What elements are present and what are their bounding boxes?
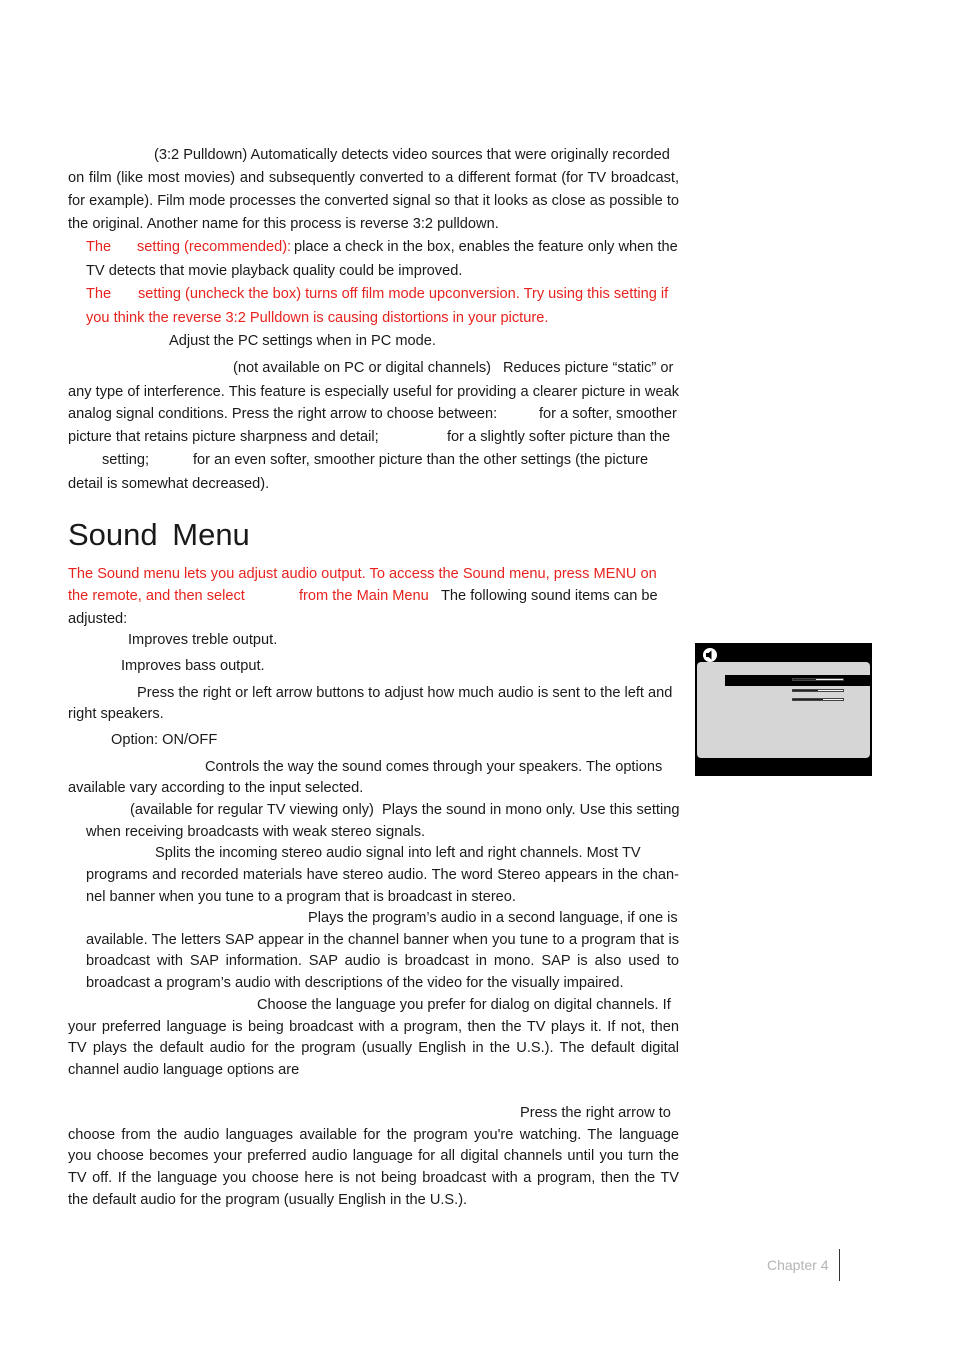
noise-reduction-desc: Reduces picture “static” or [503, 360, 674, 376]
sap-line-3: broadcast with SAP information. SAP audio is broadcast in mono. SAP is also used to [86, 953, 679, 969]
film-mode-line-4: the original. Another name for this process is reverse 3:2 pulldown. [68, 216, 499, 232]
sap-desc: Plays the program’s audio in a second language, if one is [308, 910, 678, 926]
intro-line-2b: from the Main Menu [299, 588, 429, 604]
auto-setting-desc: place a check in the box, enables the feature only when the [294, 239, 678, 255]
audio-lang-line-2: choose from the audio languages available for the program you're watching. The language [68, 1127, 679, 1143]
auto-setting-label: setting (recommended): [137, 239, 292, 255]
balance-slider-fill [793, 699, 823, 700]
chapter-label: Chapter 4 [767, 1257, 829, 1273]
language-line-2: your preferred language is being broadcast with a program, then the TV plays it. If not, then [68, 1019, 679, 1035]
bass-slider-fill [793, 690, 818, 691]
noise-reduction-line-3b: for a softer, smoother [539, 406, 677, 422]
sound-mode-line-2: available vary according to the input selected. [68, 780, 364, 796]
speaker-icon [702, 647, 718, 663]
sound-menu-screenshot [695, 643, 872, 776]
audio-lang-line-5: the default audio for the program (usually English in the U.S.). [68, 1192, 468, 1208]
sap-line-4: broadcast a program’s audio with descriptions of the video for the visually impaired. [86, 975, 624, 991]
noise-reduction-line-5b: for an even softer, smoother picture than the other settings (the picture [193, 452, 649, 468]
stereo-desc: Splits the incoming stereo audio signal into left and right channels. Most TV [155, 845, 641, 861]
treble-slider[interactable] [792, 678, 844, 681]
treble-desc: Improves treble output. [128, 632, 278, 648]
section-title: Sound Menu [68, 517, 250, 552]
film-mode-line-1: (3:2 Pulldown) Automatically detects video sources that were originally recorded [154, 147, 670, 163]
mono-desc: Plays the sound in mono only. Use this setting [382, 802, 680, 818]
mono-note: (available for regular TV viewing only) [130, 802, 374, 818]
noise-reduction-note: (not available on PC or digital channels) [233, 360, 491, 376]
audio-lang-line-3: you choose becomes your preferred audio language for all digital channels until you turn the [68, 1148, 679, 1164]
footer-divider [839, 1249, 840, 1281]
language-line-3: TV plays the default audio for the program (usually English in the U.S.). The default digital [68, 1040, 679, 1056]
bass-desc: Improves bass output. [121, 658, 265, 674]
bass-slider[interactable] [792, 689, 844, 692]
intro-line-2c: The following sound items can be [441, 588, 658, 604]
noise-reduction-line-4b: for a slightly softer picture than the [447, 429, 671, 445]
language-desc: Choose the language you prefer for dialog on digital channels. If [257, 997, 671, 1013]
off-setting-the: The [86, 286, 112, 302]
off-setting-desc: setting (uncheck the box) turns off film mode upconversion. Try using this setting if [138, 286, 669, 302]
stereo-line-3: nel banner when you tune to a program that is broadcast in stereo. [86, 889, 516, 905]
film-mode-line-2: on film (like most movies) and subsequently converted to a different format (for TV broadcast, [68, 170, 679, 186]
audio-lang-desc: Press the right arrow to [520, 1105, 671, 1121]
off-setting-line-2: you think the reverse 3:2 Pulldown is causing distortions in your picture. [86, 310, 549, 326]
balance-slider[interactable] [792, 698, 844, 701]
sound-mode-desc: Controls the way the sound comes through your speakers. The options [205, 759, 663, 775]
option-on-off: Option: ON/OFF [111, 732, 218, 748]
balance-line-2: right speakers. [68, 706, 164, 722]
noise-reduction-line-5a: setting; [102, 452, 150, 468]
noise-reduction-line-4a: picture that retains picture sharpness and detail; [68, 429, 379, 445]
mono-line-2: when receiving broadcasts with weak stereo signals. [86, 824, 426, 840]
intro-line-3: adjusted: [68, 611, 128, 627]
stereo-line-2: programs and recorded materials have stereo audio. The word Stereo appears in the chan- [86, 867, 679, 883]
balance-desc: Press the right or left arrow buttons to adjust how much audio is sent to the left and [137, 685, 673, 701]
sap-line-2: available. The letters SAP appear in the channel banner when you tune to a program that is [86, 932, 679, 948]
language-line-4: channel audio language options are [68, 1062, 300, 1078]
auto-setting-the: The [86, 239, 112, 255]
auto-setting-line-2: TV detects that movie playback quality could be improved. [86, 263, 463, 279]
noise-reduction-line-2: any type of interference. This feature is especially useful for providing a clearer picture in weak [68, 384, 679, 400]
treble-slider-fill [793, 679, 816, 680]
noise-reduction-line-3a: analog signal conditions. Press the right arrow to choose between: [68, 406, 498, 422]
intro-line-2a: the remote, and then select [68, 588, 245, 604]
audio-lang-line-4: TV off. If the language you choose here is not being broadcast with a program, then the TV [68, 1170, 679, 1186]
intro-line-1: The Sound menu lets you adjust audio output. To access the Sound menu, press MENU on [68, 566, 657, 582]
noise-reduction-line-6: detail is somewhat decreased). [68, 476, 270, 492]
pc-settings-desc: Adjust the PC settings when in PC mode. [169, 333, 436, 349]
film-mode-line-3: for example). Film mode processes the converted signal so that it looks as close as possible to [68, 193, 679, 209]
